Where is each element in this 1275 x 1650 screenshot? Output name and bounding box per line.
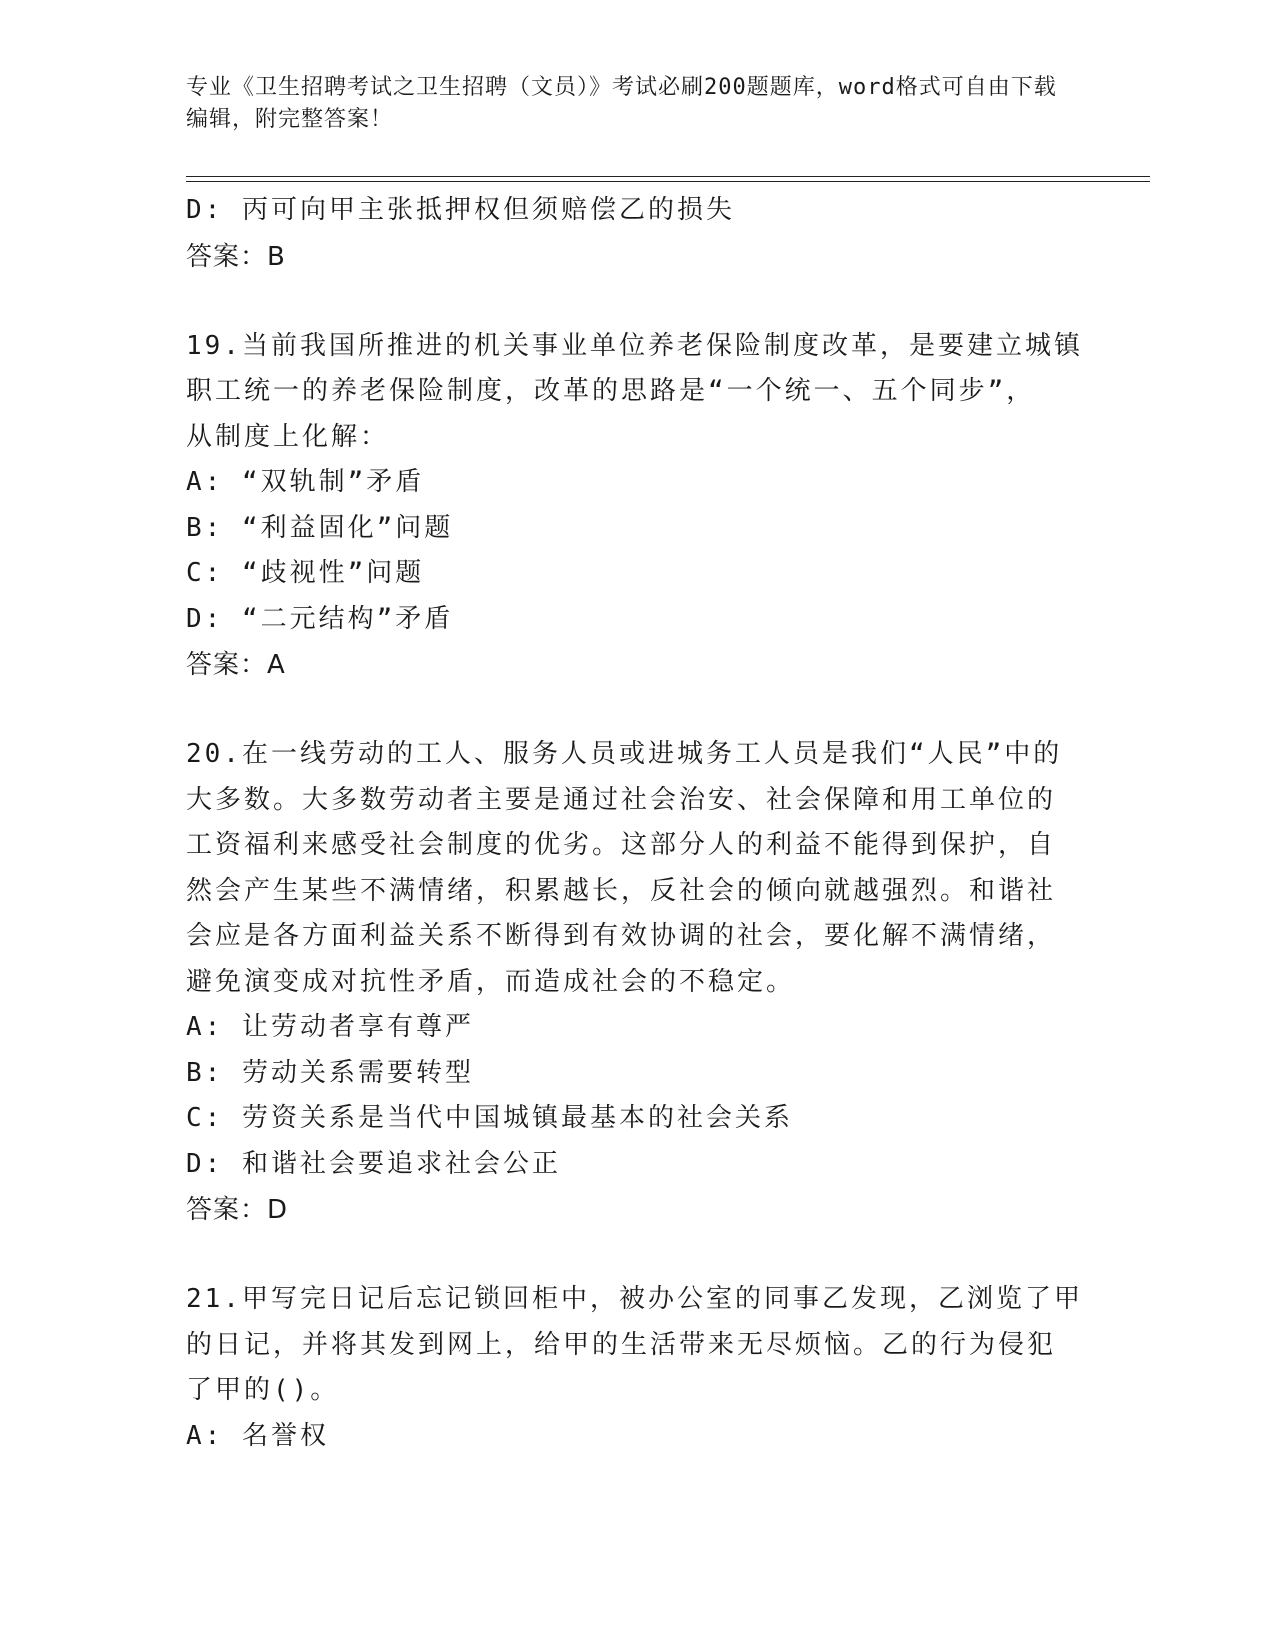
q18-option-d: D: 丙可向甲主张抵押权但须赔偿乙的损失 xyxy=(186,195,735,225)
q19-stem-line: 从制度上化解： xyxy=(186,421,390,452)
question-spacer xyxy=(186,280,1086,324)
question-19 xyxy=(186,324,1086,689)
q19-option-a: A: “双轨制”矛盾 xyxy=(186,467,425,497)
q20-stem-line: 然会产生某些不满情绪，积累越长，反社会的倾向就越强烈。和谐社 xyxy=(186,875,1057,906)
q20-stem-line: 大多数。大多数劳动者主要是通过社会治安、社会保障和用工单位的 xyxy=(186,784,1057,815)
question-spacer xyxy=(186,688,1086,732)
document-header: 专业《卫生招聘考试之卫生招聘（文员）》考试必刷200题题库，word格式可自由下载编辑，附完整答案！ xyxy=(186,75,1057,132)
q18-answer: 答案：B xyxy=(186,241,286,272)
q19-option-d: D: “二元结构”矛盾 xyxy=(186,603,454,634)
q20-answer: 答案：D xyxy=(186,1195,289,1225)
q19-option-b: B: “利益固化”问题 xyxy=(186,512,454,543)
q21-stem-line: 了甲的()。 xyxy=(186,1375,340,1405)
q19-answer: 答案：A xyxy=(186,650,286,680)
q19-option-c: C: “歧视性”问题 xyxy=(186,558,425,588)
q20-stem-line: 工资福利来感受社会制度的优劣。这部分人的利益不能得到保护，自 xyxy=(186,830,1057,860)
q19-stem-line: 19.当前我国所推进的机关事业单位养老保险制度改革，是要建立城镇 xyxy=(186,330,1083,361)
q20-stem-line: 避免演变成对抗性矛盾，而造成社会的不稳定。 xyxy=(186,966,796,997)
header-divider-top xyxy=(186,176,1150,177)
header-divider-bottom xyxy=(186,181,1150,182)
question-20 xyxy=(186,732,1086,1233)
q20-stem-line: 会应是各方面利益关系不断得到有效协调的社会，要化解不满情绪， xyxy=(186,921,1057,951)
q21-stem-line: 21.甲写完日记后忘记锁回柜中，被办公室的同事乙发现，乙浏览了甲 xyxy=(186,1284,1083,1314)
q20-option-c: C: 劳资关系是当代中国城镇最基本的社会关系 xyxy=(186,1103,793,1133)
q20-stem-line: 20.在一线劳动的工人、服务人员或进城务工人员是我们“人民”中的 xyxy=(186,739,1063,769)
q21-option-a: A: 名誉权 xyxy=(186,1420,329,1451)
q21-stem-line: 的日记，并将其发到网上，给甲的生活带来无尽烦恼。乙的行为侵犯 xyxy=(186,1329,1057,1360)
question-spacer xyxy=(186,1233,1086,1277)
q19-stem-line: 职工统一的养老保险制度，改革的思路是“一个统一、五个同步”， xyxy=(186,376,1036,406)
q20-option-d: D: 和谐社会要追求社会公正 xyxy=(186,1148,561,1179)
question-21 xyxy=(186,1277,1086,1459)
question-content xyxy=(186,188,1086,1459)
q20-option-a: A: 让劳动者享有尊严 xyxy=(186,1012,474,1042)
q20-option-b: B: 劳动关系需要转型 xyxy=(186,1057,474,1088)
